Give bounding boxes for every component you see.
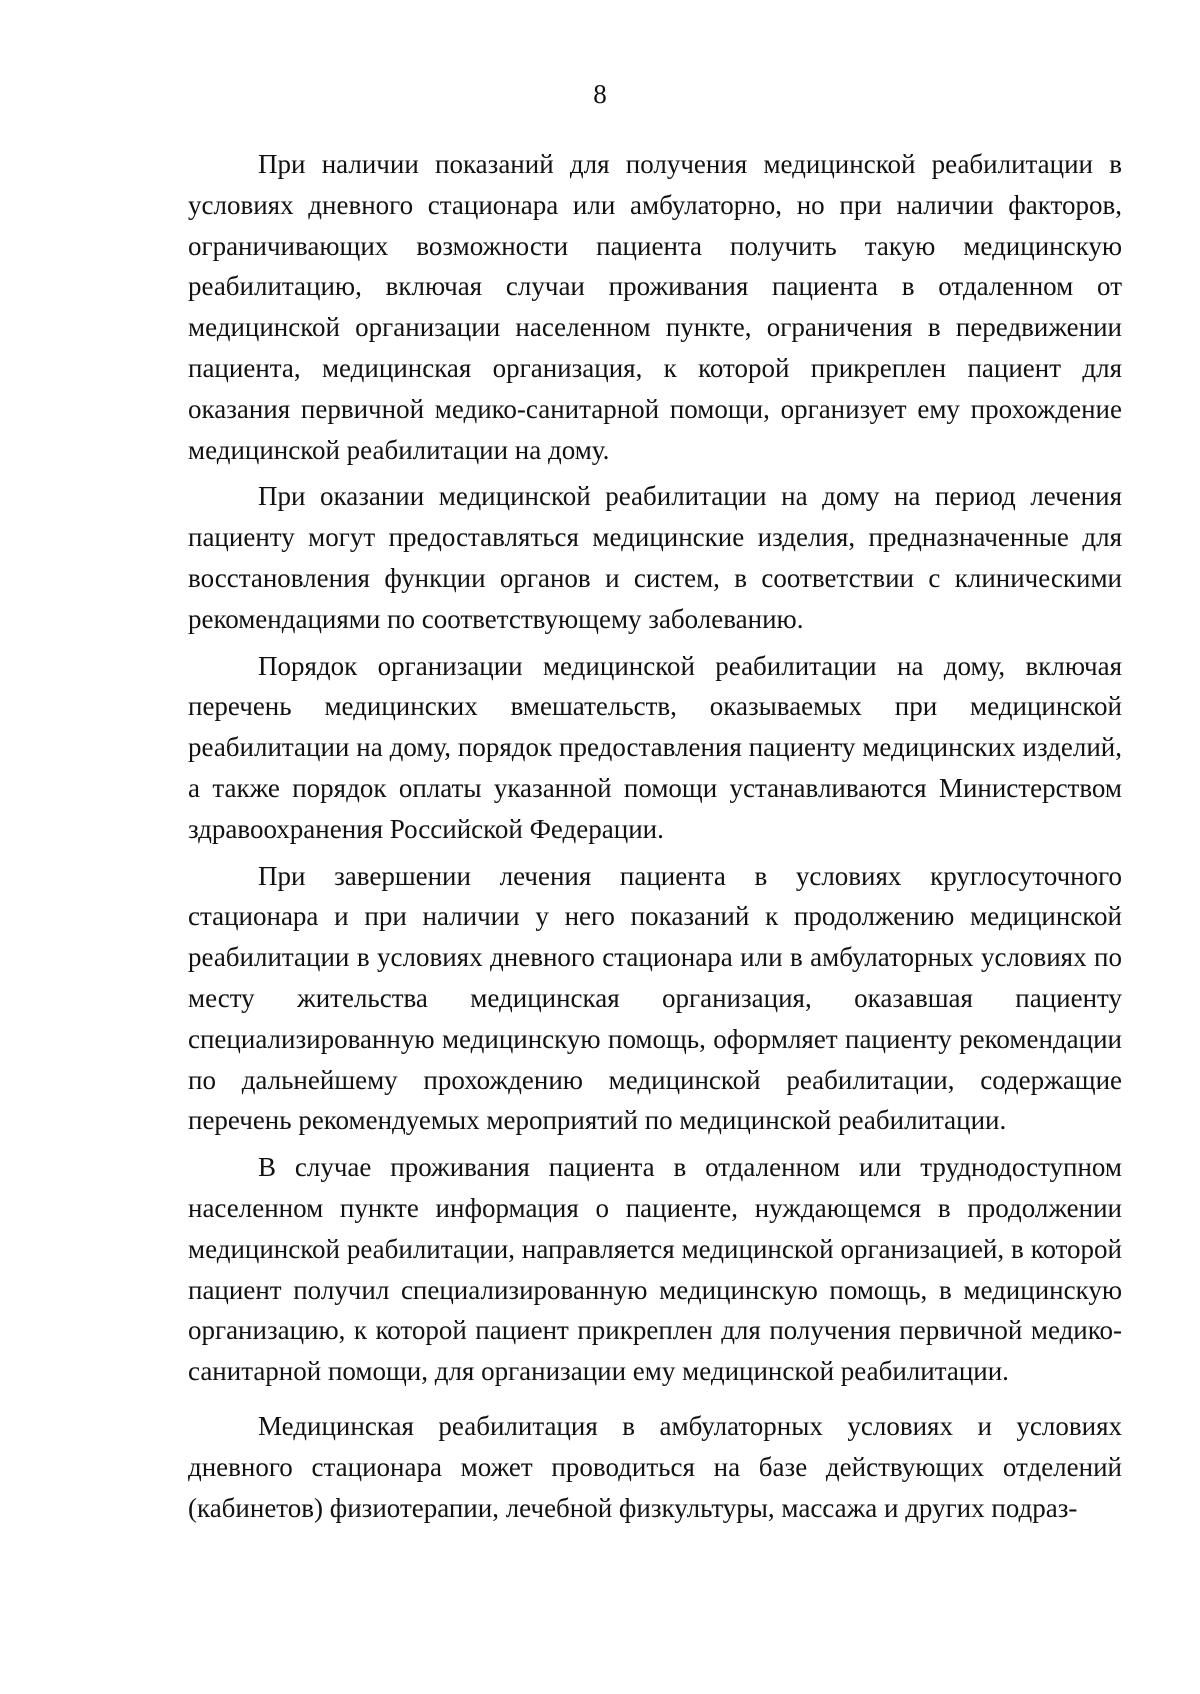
paragraph-discharge-recommendations: При завершении лечения пациента в условиях круглосуточного стационара и при наличии у него показаний к продолжению медицинской реабилитации в условиях дневного стационара или в амбулаторных условиях по месту жительства медицинская организация, оказавшая пациенту специализированную медицинскую помощь, оформляет пациенту рекомендации по дальнейшему прохождению медицинской реабилитации, содержащие перечень рекомендуемых мероприятий по медицинской реабилитации. (188, 860, 1122, 1136)
paragraph-home-rehabilitation-procedure: Порядок организации медицинской реабилитации на дому, включая перечень медицинских вмешательств, оказываемых при медицинской реабилитации на дому, порядок предоставления пациенту медицинских изделий, а также порядок оплаты указанной помощи устанавливаются Министерством здравоохранения Российской Федерации. (188, 650, 1122, 844)
page-number: 8 (593, 79, 607, 109)
paragraph-remote-settlement-information: В случае проживания пациента в отдаленном или труднодоступном населенном пункте информация о пациенте, нуждающемся в продолжении медицинской реабилитации, направляется медицинской организацией, в которой пациент получил специализированную медицинскую помощь, в медицинскую организацию, к которой пациент прикреплен для получения первичной медико-санитарной помощи, для организации ему медицинской реабилитации. (188, 1152, 1122, 1387)
paragraph-home-rehabilitation-indications: При наличии показаний для получения медицинской реабилитации в условиях дневного стационара или амбулаторно, но при наличии факторов, ограничивающих возможности пациента получить такую медицинскую реабилитацию, включая случаи проживания пациента в отдаленном от медицинской организации населенном пункте, ограничения в передвижении пациента, медицинская организация, к которой прикреплен пациент для оказания первичной медико-санитарной помощи, организует ему прохождение медицинской реабилитации на дому. (188, 149, 1122, 465)
paragraph-outpatient-rehabilitation-base: Медицинская реабилитация в амбулаторных условиях и условиях дневного стационара может проводиться на базе действующих отделений (кабинетов) физиотерапии, лечебной физкультуры, массажа и других подраз- (188, 1410, 1122, 1523)
paragraph-medical-devices-at-home: При оказании медицинской реабилитации на дому на период лечения пациенту могут предоставляться медицинские изделия, предназначенные для восстановления функции органов и систем, в соответствии с клиническими рекомендациями по соответствующему заболеванию. (188, 481, 1122, 634)
document-body (188, 144, 1122, 1534)
